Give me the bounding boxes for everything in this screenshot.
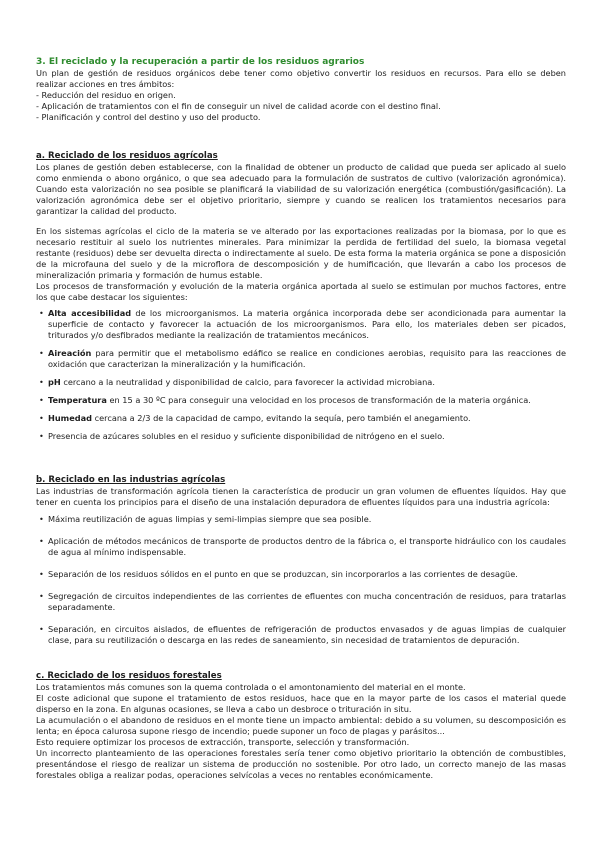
factors-list bbox=[36, 308, 566, 442]
scope-item-1: - Reducción del residuo en origen. bbox=[36, 90, 176, 100]
principles-list bbox=[36, 514, 566, 646]
paragraph-transformation-processes: Los procesos de transformación y evolución de la materia orgánica aportada al suelo se estimulan por muchos factores, entre los que cabe destacar los siguientes: bbox=[36, 281, 566, 302]
list-item: • Aireación para permitir que el metabolismo edáfico se realice en condiciones aerobias, requisito para las reacciones de oxidación que caracterizan la mineralización y la humificación. bbox=[36, 348, 566, 370]
list-item: • Aplicación de métodos mecánicos de transporte de productos dentro de la fábrica o, el transporte hidráulico con los caudales de agua al mínimo indispensable. bbox=[36, 536, 566, 558]
heading-forest-residues: c. Reciclado de los residuos forestales bbox=[36, 671, 222, 681]
heading-agricultural-residues: a. Reciclado de los residuos agrícolas bbox=[36, 151, 218, 161]
forest-line-4: Esto requiere optimizar los procesos de extracción, transporte, selección y transformación. bbox=[36, 737, 410, 747]
section-intro-block bbox=[36, 68, 566, 123]
forest-line-3: La acumulación o el abandono de residuos en el monte tiene un impacto ambiental: debido a su volumen, su descomposición es lenta; en época calurosa supone riesgo de incendio; puede suponer un foco de plagas y parásitos... bbox=[36, 715, 566, 736]
forest-line-1: Los tratamientos más comunes son la quema controlada o el amontonamiento del material en el monte. bbox=[36, 682, 466, 692]
paragraph-management-plans: Los planes de gestión deben establecerse, con la finalidad de obtener un producto de calidad que pueda ser aplicado al suelo como enmienda o abono orgánico, o que sea adecuado para la formulación de sustratos de cultivo (valorización agronómica). Cuando esta valorización no sea posible se planificará la viabilidad de su valorización energética (combustión/gasificación). La valorización agronómica debe ser el objetivo prioritario, siempre y cuando se realicen los tratamientos necesarios para garantizar la calidad del producto. bbox=[36, 162, 566, 216]
list-item: • pH cercano a la neutralidad y disponibilidad de calcio, para favorecer la actividad microbiana. bbox=[36, 377, 566, 388]
list-item: • Segregación de circuitos independientes de las corrientes de efluentes con mucha concentración de residuos, para tratarlas separadamente. bbox=[36, 591, 566, 613]
list-item: • Presencia de azúcares solubles en el residuo y suficiente disponibilidad de nitrógeno en el suelo. bbox=[36, 431, 566, 442]
section-title: 3. El reciclado y la recuperación a partir de los residuos agrarios bbox=[36, 57, 365, 67]
list-item: • Máxima reutilización de aguas limpias y semi-limpias siempre que sea posible. bbox=[36, 514, 566, 525]
list-item: • Alta accesibilidad de los microorganismos. La materia orgánica incorporada debe ser acondicionada para aumentar la superficie de contacto y favorecer la actuación de los microorganismos. Para ello, los materiales deben ser picados, triturados y/o desfibrados mediante la realización de tratamientos mecánicos. bbox=[36, 308, 566, 341]
list-item: • Temperatura en 15 a 30 ºC para conseguir una velocidad en los procesos de transformación de la materia orgánica. bbox=[36, 395, 566, 406]
forest-line-5: Un incorrecto planteamiento de las operaciones forestales sería tener como objetivo prioritario la obtención de combustibles, presentándose el riesgo de realizar un sistema de producción no sostenible. Por otro lado, un correcto manejo de las masas forestales obliga a realizar podas, operaciones selvícolas a veces no rentables económicamente. bbox=[36, 748, 566, 780]
list-item: • Separación de los residuos sólidos en el punto en que se produzcan, sin incorporarlos a las corrientes de desagüe. bbox=[36, 569, 566, 580]
list-item: • Separación, en circuitos aislados, de efluentes de refrigeración de productos envasados y de aguas limpias de cualquier clase, para su reutilización o descarga en las redes de saneamiento, sin necesidad de tratamientos de depuración. bbox=[36, 624, 566, 646]
document-page bbox=[36, 56, 566, 781]
paragraph-agricultural-systems: En los sistemas agrícolas el ciclo de la materia se ve alterado por las exportaciones realizadas por la biomasa, por lo que es necesario restituir al suelo los nutrientes minerales. Para minimizar la perdida de fertilidad del suelo, la biomasa vegetal restante (residuos) debe ser devuelta directa o indirectamente al suelo. De esta forma la materia orgánica se pone a disposición de la microfauna del suelo y de la microflora de descomposición y de humificación, que llevarán a cabo los procesos de mineralización primaria y formación de humus estable. bbox=[36, 226, 566, 280]
heading-agricultural-industries: b. Reciclado en las industrias agrícolas bbox=[36, 475, 226, 485]
forest-line-2: El coste adicional que supone el tratamiento de estos residuos, hace que en la mayor parte de los casos el material quede disperso en la zona. En algunas ocasiones, se lleva a cabo un desbroce o trituración in situ. bbox=[36, 693, 566, 714]
scope-item-3: - Planificación y control del destino y uso del producto. bbox=[36, 112, 261, 122]
scope-item-2: - Aplicación de tratamientos con el fin de conseguir un nivel de calidad acorde con el destino final. bbox=[36, 101, 441, 111]
list-item: • Humedad cercana a 2/3 de la capacidad de campo, evitando la sequía, pero también el anegamiento. bbox=[36, 413, 566, 424]
paragraph-industries-intro: Las industrias de transformación agrícola tienen la característica de producir un gran volumen de efluentes líquidos. Hay que tener en cuenta los principios para el diseño de una instalación depuradora de efluentes líquidos para una industria agrícola: bbox=[36, 486, 566, 507]
intro-paragraph: Un plan de gestión de residuos orgánicos debe tener como objetivo convertir los residuos en recursos. Para ello se deben realizar acciones en tres ámbitos: bbox=[36, 68, 566, 89]
